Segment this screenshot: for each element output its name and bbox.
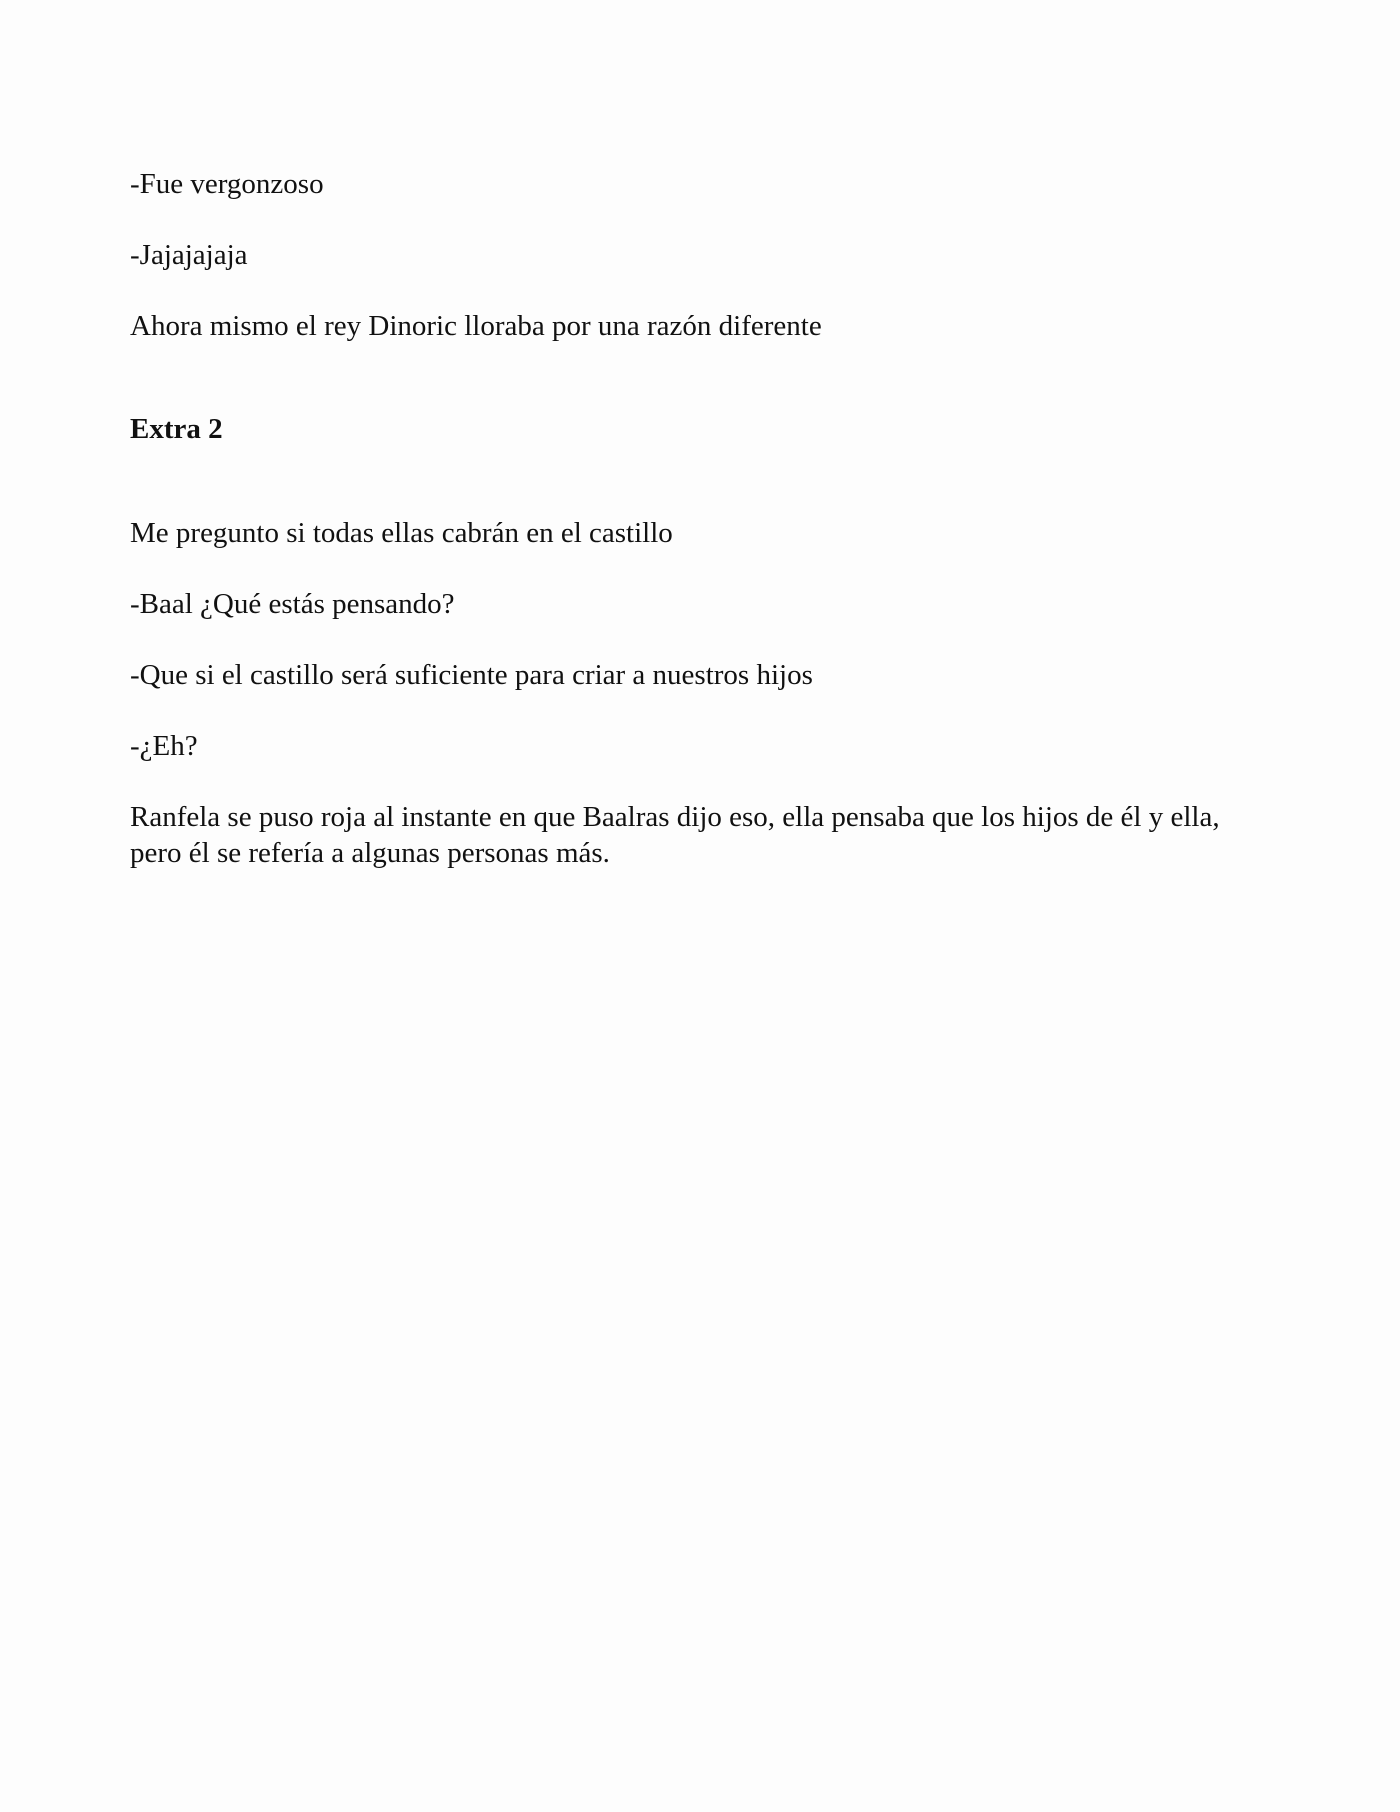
- dialogue-line-4: -Que si el castillo será suficiente para criar a nuestros hijos: [130, 659, 813, 691]
- final-paragraph: Ranfela se puso roja al instante en que Baalras dijo eso, ella pensaba que los hijos de él y ella, pero él se refería a algunas personas más.: [130, 801, 1220, 869]
- narration-line-2: Me pregunto si todas ellas cabrán en el castillo: [130, 517, 673, 549]
- dialogue-line-3: -Baal ¿Qué estás pensando?: [130, 588, 455, 620]
- dialogue-line-2: -Jajajajaja: [130, 239, 248, 271]
- narration-line-1: Ahora mismo el rey Dinoric lloraba por una razón diferente: [130, 310, 822, 342]
- dialogue-line-1: -Fue vergonzoso: [130, 168, 324, 200]
- section-heading: Extra 2: [130, 413, 223, 445]
- dialogue-line-5: -¿Eh?: [130, 730, 198, 762]
